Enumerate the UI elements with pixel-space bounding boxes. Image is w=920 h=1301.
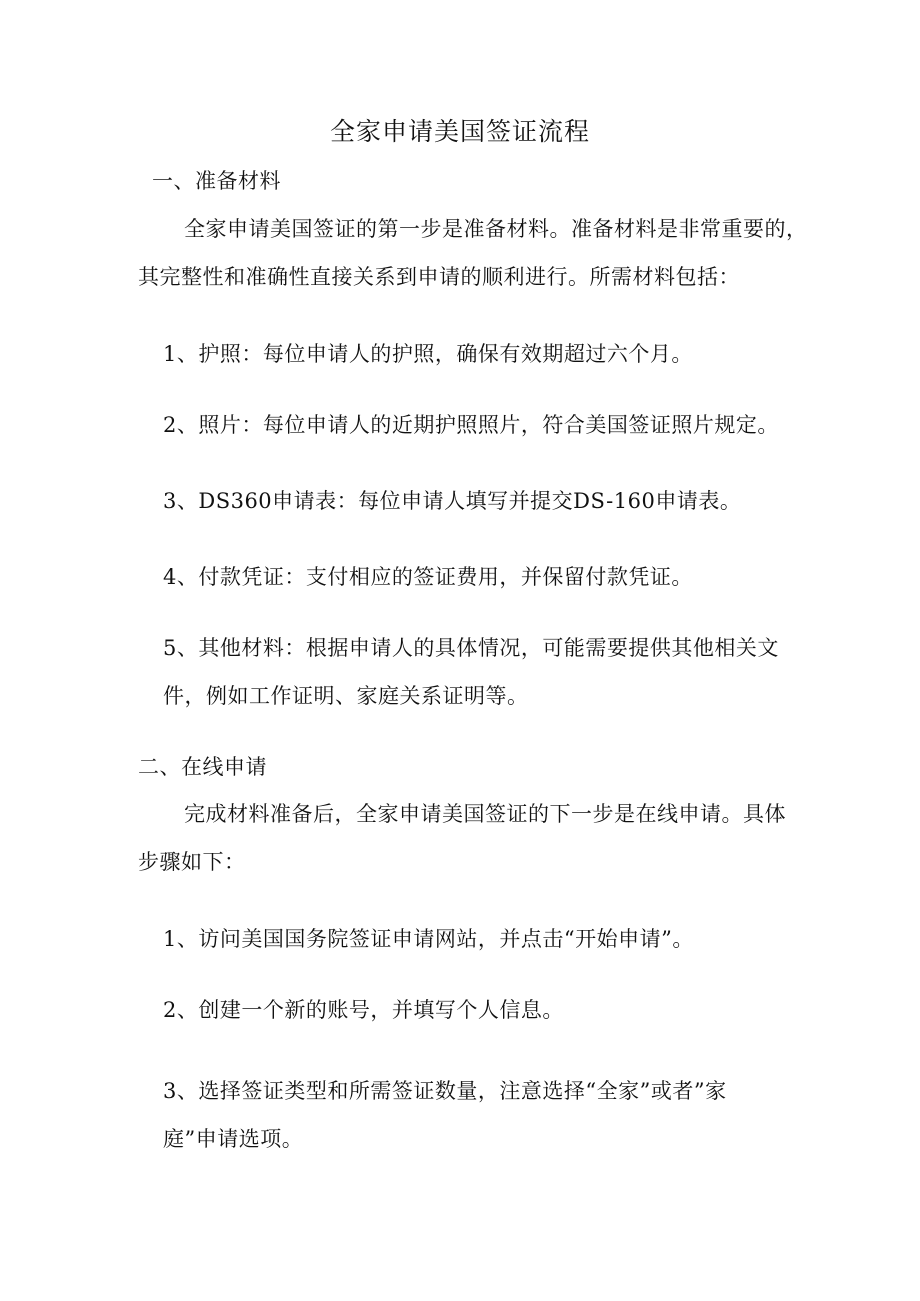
section1-item-other-cont: 件，例如工作证明、家庭关系证明等。 bbox=[163, 684, 529, 708]
section1-item-form: 3、DS360申请表：每位申请人填写并提交DS-160申请表。 bbox=[163, 489, 742, 513]
section1-heading: 一、准备材料 bbox=[152, 169, 281, 193]
section2-item-create-account: 2、创建一个新的账号，并填写个人信息。 bbox=[163, 998, 564, 1022]
section1-item-photo: 2、照片：每位申请人的近期护照照片，符合美国签证照片规定。 bbox=[163, 413, 779, 437]
section1-item-passport: 1、护照：每位申请人的护照，确保有效期超过六个月。 bbox=[163, 342, 693, 366]
section1-item-other: 5、其他材料：根据申请人的具体情况，可能需要提供其他相关文 bbox=[163, 636, 779, 660]
section1-intro-line1: 全家申请美国签证的第一步是准备材料。准备材料是非常重要的， bbox=[184, 217, 808, 241]
section2-item-select-type: 3、选择签证类型和所需签证数量，注意选择“全家”或者”家 bbox=[163, 1079, 727, 1103]
section2-item-select-type-cont: 庭”申请选项。 bbox=[163, 1127, 304, 1151]
section1-item-payment: 4、付款凭证：支付相应的签证费用，并保留付款凭证。 bbox=[163, 565, 693, 589]
section2-intro-line2: 步骤如下： bbox=[138, 850, 246, 874]
section2-heading: 二、在线申请 bbox=[138, 755, 267, 779]
section2-item-visit-site: 1、访问美国国务院签证申请网站，并点击“开始申请”。 bbox=[163, 927, 694, 951]
section2-intro-line1: 完成材料准备后，全家申请美国签证的下一步是在线申请。具体 bbox=[184, 802, 786, 826]
section1-intro-line2: 其完整性和准确性直接关系到申请的顺利进行。所需材料包括： bbox=[138, 265, 740, 289]
document-title: 全家申请美国签证流程 bbox=[329, 117, 590, 146]
